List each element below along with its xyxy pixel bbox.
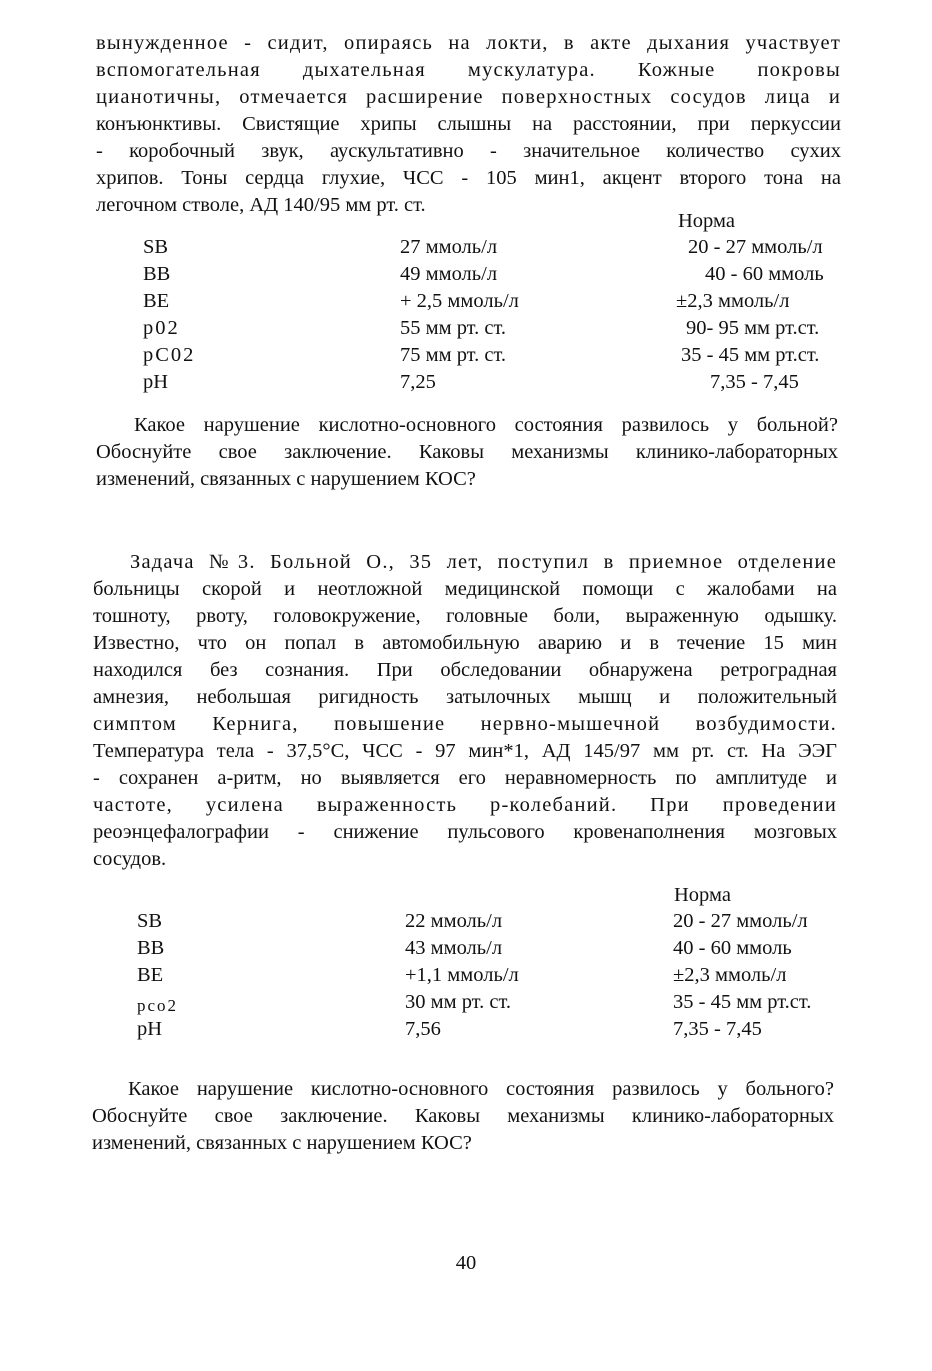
text-line: Какое нарушение кислотно-основного состояния развилось у больной? [134, 414, 838, 436]
lab-value: 7,25 [400, 371, 436, 393]
text-line: частоте, усилена выраженность р-колебаний. При проведении [93, 794, 837, 816]
question-paragraph [92, 1076, 834, 1157]
text-line: симптом Кернига, повышение нервно-мышечной возбудимости. [93, 713, 837, 735]
lab-value: +1,1 ммоль/л [405, 964, 519, 986]
text-line: амнезия, небольшая ригидность затылочных мышц и положительный [93, 686, 837, 708]
page-number: 40 [455, 1252, 477, 1274]
lab-row [0, 342, 932, 369]
norm-header: Норма [678, 210, 735, 232]
text-line: изменений, связанных с нарушением КОС? [92, 1132, 472, 1154]
text-line: конъюнктивы. Свистящие хрипы слышны на расстоянии, при перкуссии [96, 113, 841, 135]
text-line: легочном стволе, АД 140/95 мм рт. ст. [96, 194, 426, 216]
norm-header: Норма [674, 884, 731, 906]
lab-parameter: р02 [143, 317, 180, 339]
text-line: - сохранен а-ритм, но выявляется его неравномерность по амплитуде и [93, 767, 837, 789]
text-line: Температура тела - 37,5°С, ЧСС - 97 мин*1, АД 145/97 мм рт. ст. На ЭЭГ [93, 740, 837, 762]
text-line: Известно, что он попал в автомобильную аварию и в течение 15 мин [93, 632, 837, 654]
text-line: больницы скорой и неотложной медицинской помощи с жалобами на [93, 578, 837, 600]
lab-row [0, 989, 932, 1016]
text-line: вспомогательная дыхательная мускулатура. Кожные покровы [96, 59, 841, 81]
lab-row [0, 962, 932, 989]
text-line: - коробочный звук, аускультативно - значительное количество сухих [96, 140, 841, 162]
lab-row [0, 908, 932, 935]
lab-value: 22 ммоль/л [405, 910, 503, 932]
lab-row [0, 234, 932, 261]
lab-results-table [0, 234, 932, 396]
text-line: находился без сознания. При обследовании обнаружена ретроградная [93, 659, 837, 681]
lab-norm: 40 - 60 ммоль [705, 263, 824, 285]
lab-parameter: ВВ [143, 263, 171, 285]
text-line: Обоснуйте свое заключение. Каковы механизмы клинико-лабораторных [96, 441, 838, 463]
lab-row [0, 315, 932, 342]
lab-norm: ±2,3 ммоль/л [676, 290, 790, 312]
lab-parameter: рС02 [143, 344, 196, 366]
lab-parameter: рсо2 [137, 996, 179, 1015]
lab-norm: 7,35 - 7,45 [673, 1018, 762, 1040]
lab-value: 43 ммоль/л [405, 937, 503, 959]
lab-norm: 20 - 27 ммоль/л [673, 910, 808, 932]
lab-value: 55 мм рт. ст. [400, 317, 506, 339]
lab-norm: 90- 95 мм рт.ст. [686, 317, 820, 339]
lab-parameter: pH [143, 371, 169, 393]
lab-row [0, 261, 932, 288]
lab-parameter: SB [143, 236, 169, 258]
lab-parameter: BE [143, 290, 170, 312]
text-line: тошноту, рвоту, головокружение, головные боли, выраженную одышку. [93, 605, 837, 627]
lab-value: 75 мм рт. ст. [400, 344, 506, 366]
lab-results-table [0, 908, 932, 1043]
lab-parameter: BE [137, 964, 164, 986]
lab-value: 30 мм рт. ст. [405, 991, 511, 1013]
lab-norm: 20 - 27 ммоль/л [688, 236, 823, 258]
text-line: вынужденное - сидит, опираясь на локти, в акте дыхания участвует [96, 32, 841, 54]
text-line: изменений, связанных с нарушением КОС? [96, 468, 476, 490]
text-line: цианотичны, отмечается расширение поверхностных сосудов лица и [96, 86, 841, 108]
text-line: сосудов. [93, 848, 167, 870]
lab-row [0, 288, 932, 315]
lab-parameter: SB [137, 910, 163, 932]
lab-norm: 35 - 45 мм рт.ст. [681, 344, 820, 366]
text-line: Обоснуйте свое заключение. Каковы механизмы клинико-лабораторных [92, 1105, 834, 1127]
lab-value: 7,56 [405, 1018, 441, 1040]
text-line: хрипов. Тоны сердца глухие, ЧСС - 105 мин1, акцент второго тона на [96, 167, 841, 189]
question-paragraph [96, 412, 838, 493]
task-paragraph [93, 549, 837, 873]
lab-norm: ±2,3 ммоль/л [673, 964, 787, 986]
lab-row [0, 935, 932, 962]
lab-row [0, 1016, 932, 1043]
lab-norm: 7,35 - 7,45 [710, 371, 799, 393]
lab-parameter: ВВ [137, 937, 165, 959]
lab-norm: 35 - 45 мм рт.ст. [673, 991, 812, 1013]
lab-value: 27 ммоль/л [400, 236, 498, 258]
lab-value: 49 ммоль/л [400, 263, 498, 285]
text-line: реоэнцефалографии - снижение пульсового кровенаполнения мозговых [93, 821, 837, 843]
case-description-paragraph [96, 30, 841, 219]
task-heading-line: Задача №3. Больной О., 35 лет, поступил в приемное отделение [130, 551, 837, 573]
lab-parameter: pH [137, 1018, 163, 1040]
lab-norm: 40 - 60 ммоль [673, 937, 792, 959]
lab-row [0, 369, 932, 396]
lab-value: + 2,5 ммоль/л [400, 290, 519, 312]
text-line: Какое нарушение кислотно-основного состояния развилось у больного? [128, 1078, 834, 1100]
